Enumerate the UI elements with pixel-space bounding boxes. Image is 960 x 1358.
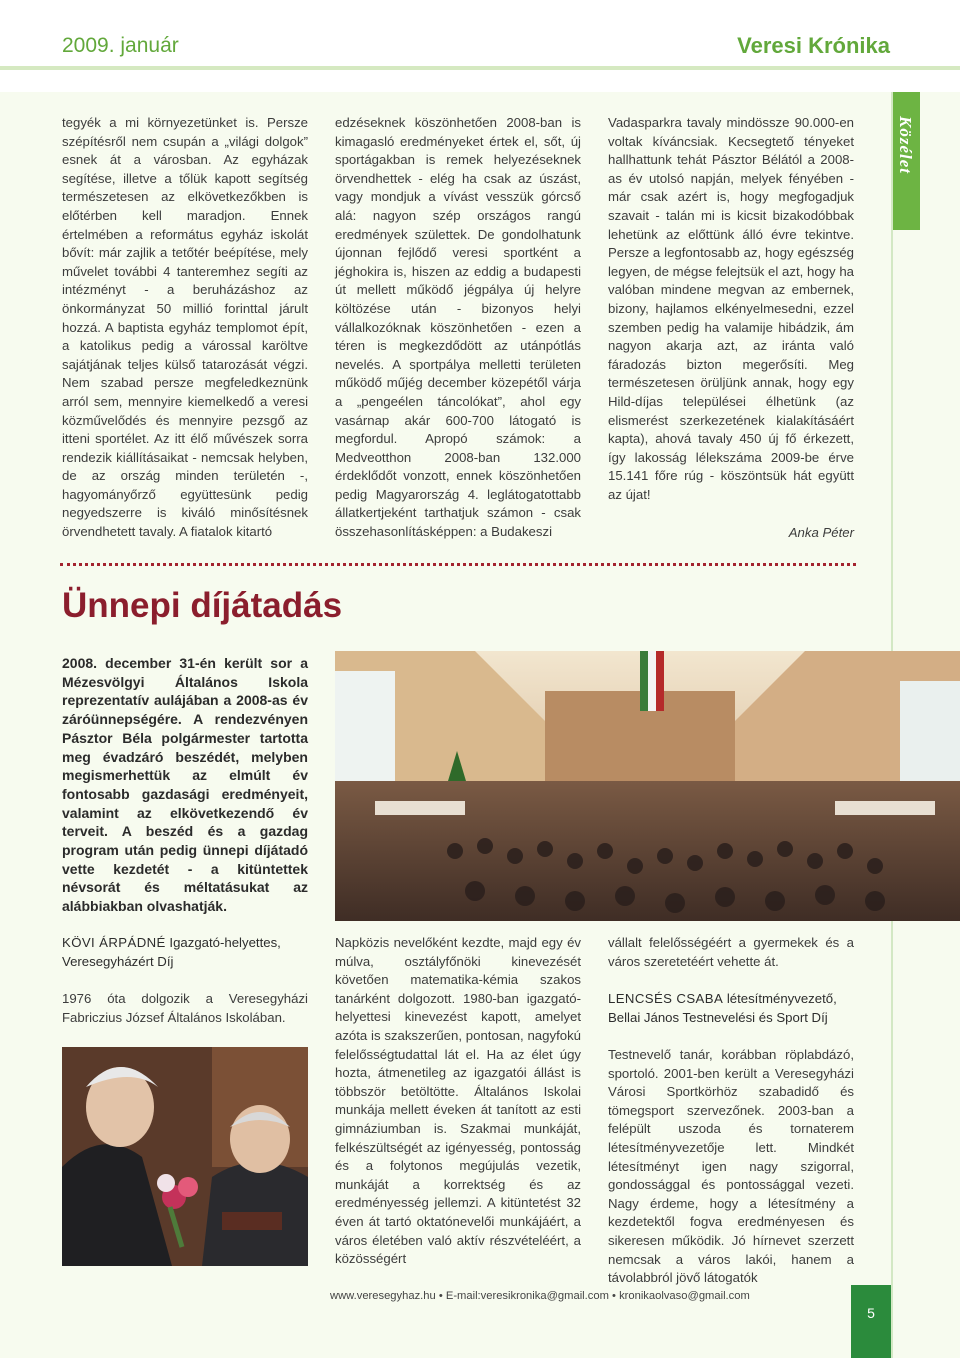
page-number-box (851, 1285, 891, 1358)
page-footer (330, 1290, 750, 1302)
section-lead: 2008. december 31-én került sor a Mézesvölgyi Általános Iskola reprezentatív aulájában a 2008-as év záróünnepségére. A rendezvényen Pásztor Béla polgármester tartotta meg évadzáró beszédét, melyben megismerhettük az elmúlt év fontosabb gazdasági eredményeit, valamint az elkövetkezendő év terveit. A beszéd és a gazdag program után pedig ünnepi díjátadó vette kezdetét - a kitüntettek névsorát és méltatásukat az alábbiakban olvashatják. (62, 655, 308, 915)
dotted-divider (60, 563, 856, 566)
section-tab (893, 92, 920, 230)
award-handover-image (62, 1047, 308, 1266)
footer-separator-1: • (438, 1290, 446, 1302)
article-author: Anka Péter (788, 525, 854, 540)
awardee-1-heading (62, 934, 308, 971)
publication-title: Veresi Krónika (737, 33, 890, 58)
article-column-1: tegyék a mi környezetünket is. Persze szépítésről nem csupán a „világi dolgok” esnek át a városban. Az egyházak segítése, illetve a tőlük kapott segítség természetesen az elkövetkezőkben is előtérben kell maradjon. Ennek értelmében a református egyház iskolát bővít: már zajlik a tetőtér beépítése, mely művelet további 4 tanteremhez segíti az intézményt - a beruházáshoz az önkormányzat 50 millió forinttal járult hozzá. A baptista egyház templomot épít, a katolikus pedig a várossal karöltve sajátjának teljes külső tatarozását végzi. Nem szabad persze megfeledkeznünk arról sem, mennyire kiemelkedő a veresi közművelődés és mennyire pezsgő az itteni sportélet. Az itt élő művészek sorra rendezik kiállításaikat - nemcsak helyben, de az ország minden területén -, hagyományőrző együttesünk pedig negyedszerre is kiváló minősítésnek örvendhetett tavaly. A fiatalok kitartó (62, 115, 308, 540)
ceremony-photo-image (335, 651, 960, 921)
awardee-2-name: LENCSÉS CSABA (608, 991, 724, 1006)
awardee-1-name: KÖVI ÁRPÁDNÉ (62, 935, 166, 950)
awardee-2-title: létesítményvezető, Bellai János Testnevelési és Sport Díj (608, 991, 837, 1025)
awardee-2-bio: Testnevelő tanár, korábban röplabdázó, sportoló. 2001-ben került a Veresegyházi Városi Sportkörhöz szabadidő és tömegsport szervezőnek. 2003-ban a felépült uszoda és tornaterem létesítményvezetője lett. Mindkét létesítményt igen nagy szigorral, gondossággal és pontossággal vezeti. Nagy érdeme, hogy a létesítmény a kezdetektől fogva eredményesen és sikeresen működik. Jó hírnevet szerzett nemcsak a város lakói, hanem a távolabbról jövő látogatók (608, 1047, 854, 1286)
issue-date: 2009. január (62, 34, 179, 57)
footer-email: E-mail:veresikronika@gmail.com (445, 1290, 609, 1302)
article-column-3: Vadasparkra tavaly mindössze 90.000-en voltak kíváncsiak. Kecsegtető tényeket hallhattunk tehát Pásztor Bélától a 2008-as év utolsó napján, melyek fényében - már csak azért is, hogy megfogadjuk szavait - talán mi is kicsit bizakodóbbak lehetünk az előttünk álló évre tekintve. Persze a legfontosabb az, hogy egészség legyen, de mégse felejtsük el azt, hogy ha valóban mindene megvan az embernek, bizony, hajlamos elkényelmesedni, ezzel szemben pedig ha valamije hibádzik, ám nagyon akarja azt, az iránta való fáradozás bizton megerősíti. Meg természetesen örüljünk annak, hogy egy Hild-díjas települései élhetünk (az elismerést szerkezetének kialakításáért kapta), ahová tavaly 450 új fő érkezett, így lakosság lélekszáma 2009-be érve 15.141 főre rúg - köszöntsük hát együtt az újat! (608, 115, 854, 502)
awardee-2-heading (608, 990, 854, 1027)
award-handover-photo (62, 1047, 308, 1266)
header-rule (0, 66, 960, 70)
section-title: Ünnepi díjátadás (62, 586, 343, 625)
article-column-2: edzéseknek köszönhetően 2008-ban is kimagasló eredményeket értek el, sőt, új sportágakban is remek helyezéseknek örvendhettek - elég ha csak az úszást, vagy mondjuk a vívást vesszük górcső alá: nagyon szép országos rangú eredmények születtek. De gondolhatunk újonnan fejlődő veresi sportként a jéghokira is, hiszen az eddig a budapesti út mellett működő jégpálya új helyre költözése után - bizonyos helyi vállalkozóknak köszönhetően - ezen a téren is megkezdődött az utánpótlás nevelés. A sportpálya melletti területen működő műjég december közepétől várja a „pengeélen táncolókat”, ahol egy vasárnap akár 600-700 látogató is megfordul. Apropó számok: a Medveotthon 2008-ban 132.000 érdeklődőt vonzott, ennek köszönhetően pedig Magyarország 4. leglátogatottabb állatkertjeként tarthatjuk számon - csak összehasonlításképpen: a Budakeszi (335, 115, 581, 540)
footer-separator-2: • (612, 1290, 620, 1302)
footer-email-2: kronikaolvaso@gmail.com (619, 1290, 750, 1302)
awardee-1-title: Igazgató-helyettes, Veresegyházért Díj (62, 935, 281, 969)
awardee-1-bio-main: Napközis nevelőként kezdte, majd egy év múlva, osztályfőnöki kinevezését követően matematika-kémia szakos tanárként dolgozott. 1980-ban igazgató-helyettesi kinevezést kapott, amelyet azóta is szakszerűen, pontosan, nagyfokú felelősségtudattal lát el. Ha az élet úgy hozta, átmenetileg az igazgatói állást is többször betöltötte. Általános Iskolai munkája mellett éveken át tanított az esti gimnáziumban is. Szakmai munkáját, felkészültségét az igényesség, pontosság és a folytonos megújulás vezetik, munkáját a korrektség és az eredményesség jellemzi. A kitüntetést 32 éven át tartó oktatónevelői munkájáért, a város életében való aktív részvételéért, a közösségért (335, 935, 581, 1267)
awardee-1-bio-intro: 1976 óta dolgozik a Veresegyházi Fabriczius József Általános Iskolában. (62, 991, 308, 1025)
awardee-1-bio-end: vállalt felelősségéért a gyermekek és a város szeretetéért vehette át. (608, 935, 854, 969)
page-header (0, 0, 960, 92)
page-number: 5 (867, 1305, 875, 1321)
footer-website: www.veresegyhaz.hu (330, 1290, 436, 1302)
ceremony-photo (335, 651, 960, 921)
section-tab-label: Közélet (896, 116, 915, 174)
